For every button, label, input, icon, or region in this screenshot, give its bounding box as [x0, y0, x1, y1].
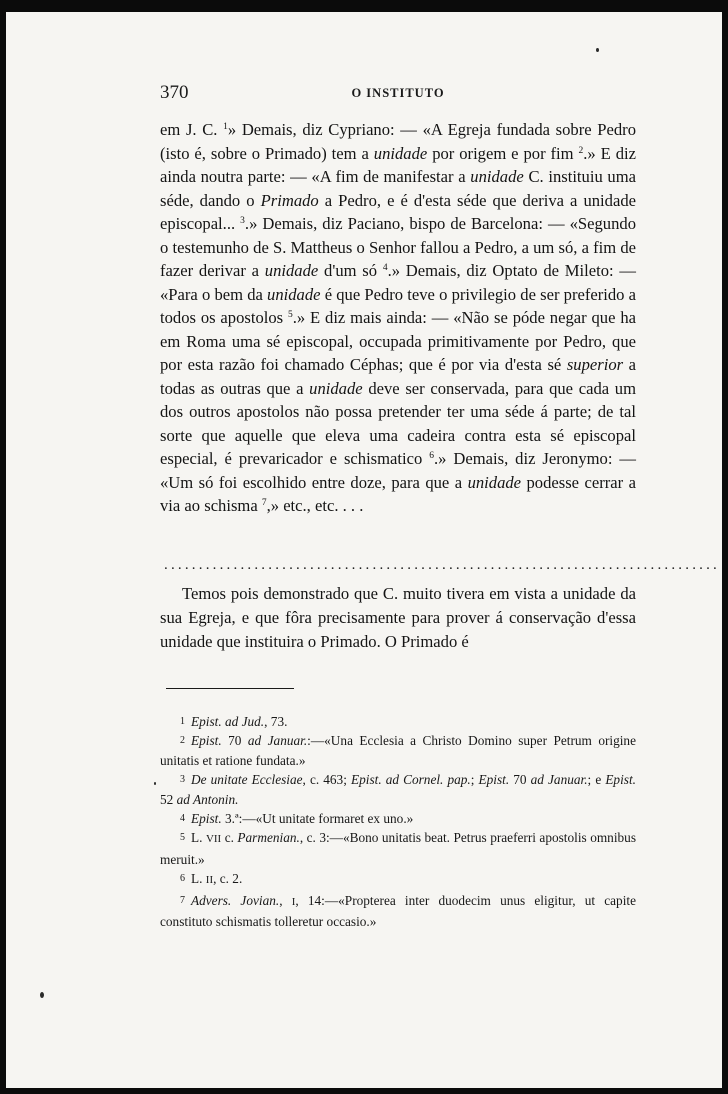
scanned-page [6, 12, 722, 1088]
paragraph-2-text: Temos pois demonstrado que C. muito tivera em vista a unidade da sua Egreja, e que fôra precisamente para prover á conservação d'essa unidade que instituira o Primado. O Primado é [160, 584, 636, 651]
paragraph-2 [160, 582, 636, 654]
footnote-text: Epist. 70 ad Januar.:—«Una Ecclesia a Christo Domino super Petrum origine unitatis et ratione fundata.» [160, 733, 636, 768]
footnote-text: L. II, c. 2. [191, 871, 243, 887]
footnote-text: Advers. Jovian., I, 14:—«Propterea inter duodecim unus eligitur, ut capite constituto schismatis tolleretur occasio.» [160, 892, 636, 930]
main-paragraph [160, 118, 636, 518]
page-number: 370 [160, 82, 189, 103]
footnote-2 [160, 731, 636, 770]
footnote-marker: 4 [180, 813, 185, 825]
footnote-7 [160, 891, 636, 932]
footnote-divider [166, 688, 294, 689]
footnote-marker: 1 [180, 716, 185, 727]
footnote-marker: 6 [180, 873, 185, 885]
footnote-marker: 3 [180, 774, 185, 786]
ink-spot [154, 782, 156, 785]
separator-dots: ................................................................................ [164, 557, 720, 573]
paragraph-1: em J. C. $^1$» Demais, diz Cypriano: — «A Egreja fundada sobre Pedro (isto é, sobre o Primado) tem a unidade por origem e por fim $^2$.» E diz ainda noutra parte: — «A fim de manifestar a unidade C. instituiu uma séde, dando o Primado a Pedro, e é d'esta séde que deriva a unidade episcopal... $^3$.» Demais, diz Paciano, bispo de Barcelona: — «Segundo o testemunho de S. Mattheus o Senhor fallou a Pedro, a um só, a fim de fazer derivar a unidade d'um só $^4$.» Demais, diz Optato de Mileto: — «Para o bem da unidade é que Pedro teve o privilegio de ser preferido a todos os apostolos $^5$.» E diz mais ainda: — «Não se póde negar que ha em Roma uma sé episcopal, occupada primitivamente por Pedro, que por esta razão foi chamado Céphas; que é por via d'esta sé superior a todas as outras que a unidade deve ser conservada, para que cada um dos outros apostolos não possa pretender ter uma séde á parte; de tal sorte que aquelle que eleva uma cadeira contra esta sé episcopal especial, é prevaricador e schismatico $^6$.» Demais, diz Jeronymo: — «Um só foi escolhido entre doze, para que a unidade podesse cerrar a via ao schisma $^7$,» etc., etc. . . . [160, 120, 637, 515]
ink-spot [40, 992, 44, 998]
footnote-5 [160, 828, 636, 869]
footnote-text: L. VII c. Parmenian., c. 3:—«Bono unitatis beat. Petrus praeferri apostolis omnibus meruit.» [160, 830, 636, 867]
running-head: O INSTITUTO [351, 86, 445, 100]
footnote-marker: 5 [180, 832, 185, 844]
page-header [160, 78, 636, 106]
footnote-text: Epist. 3.ª:—«Ut unitate formaret ex uno.» [191, 811, 414, 827]
footnote-4 [160, 809, 636, 828]
footnote-text: Epist. ad Jud., 73. [191, 714, 288, 729]
footnote-marker: 2 [180, 735, 185, 747]
footnote-text: De unitate Ecclesiae, c. 463; Epist. ad Cornel. pap.; Epist. 70 ad Januar.; e Epist. 52 ad Antonin. [160, 772, 636, 807]
footnotes [160, 712, 636, 931]
ink-spot [596, 48, 599, 52]
footnote-marker: 7 [180, 894, 185, 906]
footnote-3 [160, 770, 636, 809]
footnote-6 [160, 869, 636, 890]
footnote-1 [160, 712, 636, 731]
